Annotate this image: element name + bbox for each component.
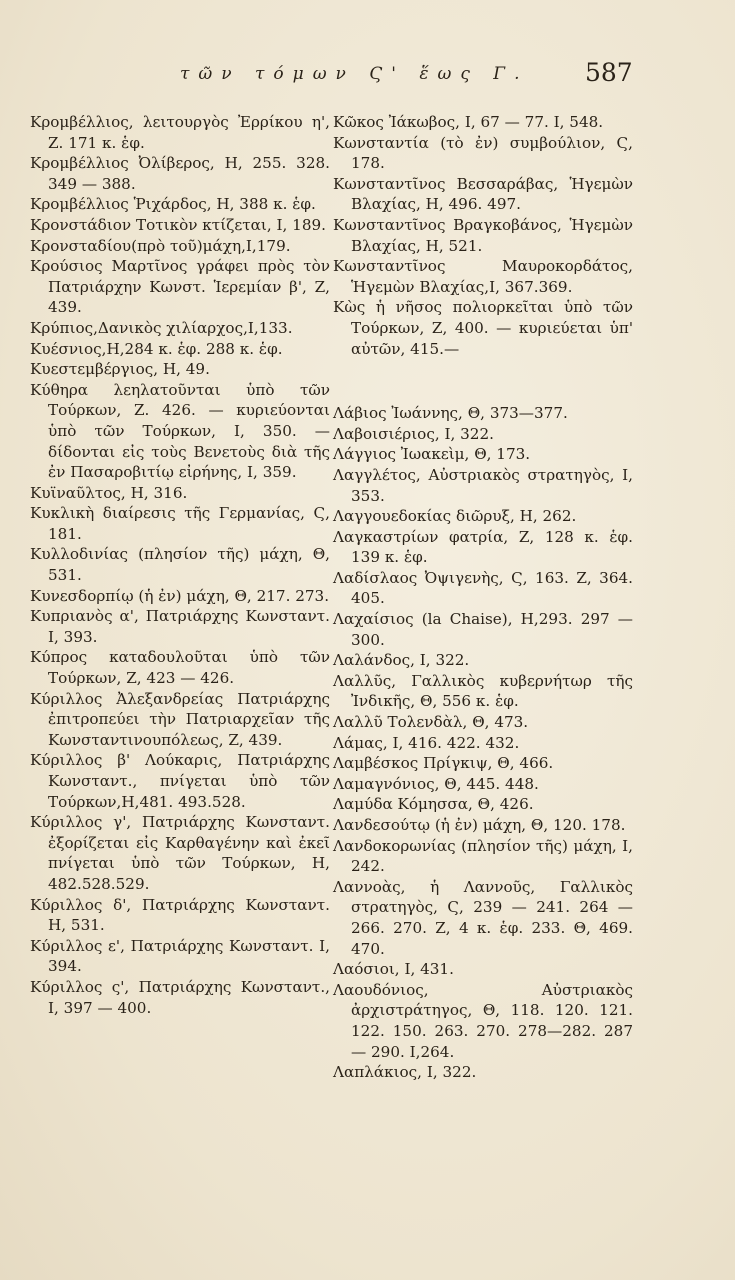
index-entry: Κυέσνιος,Η,284 κ. ἑφ. 288 κ. ἑφ. [30, 339, 283, 358]
index-entry: Κρονσταδίου(πρὸ τοῦ)μάχη,Ι,179. [30, 236, 291, 255]
index-entry: Κῶκος Ἰάκωβος, Ι, 67 — 77. Ι, 548. [333, 113, 604, 131]
index-entry: Κύριλλος γ', Πατριάρχης Κωνσταντ. ἐξορίζεται εἰς Καρθαγένην καὶ ἐκεῖ πνίγεται ὑπὸ τῶν Τούρκων, Η, 482.528.529. [30, 813, 330, 893]
index-entry: Κὼς ἡ νῆσος πολιορκεῖται ὑπὸ τῶν Τούρκων, Ζ, 400. — κυριεύεται ὑπ' αὐτῶν, 415.— [333, 298, 633, 358]
index-entry: Κύριλλος ε', Πατριάρχης Κωνσταντ. Ι, 394. [30, 936, 330, 976]
index-entry: Κύπρος καταδουλοῦται ὑπὸ τῶν Τούρκων, Ζ, 423 — 426. [30, 648, 330, 688]
index-entry: Κύριλλος δ', Πατριάρχης Κωνσταντ. Η, 531. [30, 895, 330, 935]
index-entry: Κυϊναῦλτος, Η, 316. [30, 483, 188, 502]
index-entry: Λαννοὰς, ἡ Λαννοῦς, Γαλλικὸς στρατηγὸς, Ϛ, 239 — 241. 264 — 266. 270. Ζ, 4 κ. ἑφ. 233. Θ, 469. 470. [333, 877, 633, 958]
index-entry: Λαμαγνόνιος, Θ, 445. 448. [333, 774, 539, 793]
index-entry: Κωνσταντῖνος Βεσσαράβας, Ἡγεμὼν Βλαχίας, Η, 496. 497. [333, 174, 633, 214]
index-entry: Λάμας, Ι, 416. 422. 432. [333, 733, 520, 752]
index-entry: Κρύπιος,Δανικὸς χιλίαρχος,Ι,133. [30, 318, 293, 337]
index-entry: Κωνσταντῖνος Μαυροκορδάτος, Ἡγεμὼν Βλαχίας,Ι, 367.369. [333, 257, 633, 296]
index-entry: Κυλλοδινίας (πλησίον τῆς) μάχη, Θ, 531. [30, 545, 330, 585]
index-entry: Λαλάνδος, Ι, 322. [333, 651, 470, 670]
index-entry: Κυνεσδορπίῳ (ἡ ἐν) μάχη, Θ, 217. 273. [30, 586, 330, 605]
index-entry: Κυπριανὸς α', Πατριάρχης Κωνσταντ. Ι, 393. [30, 607, 330, 646]
index-column-right [333, 112, 633, 1083]
index-entry: Λαόσιοι, Ι, 431. [333, 960, 454, 979]
index-entry: Λαλλῦ Τολενδὰλ, Θ, 473. [333, 713, 529, 732]
index-section-lambda [333, 403, 633, 1083]
index-entry: Κρομβέλλιος, λειτουργὸς Ἐρρίκου η', Ζ. 171 κ. ἑφ. [30, 113, 330, 152]
index-entry: Λαγκαστρίων φατρία, Ζ, 128 κ. ἑφ. 139 κ. ἑφ. [333, 527, 633, 567]
index-entry: Λανδεσούτῳ (ἡ ἐν) μάχη, Θ, 120. 178. [333, 816, 626, 834]
page-header [30, 56, 640, 96]
index-entry: Λανδοκορωνίας (πλησίον τῆς) μάχη, Ι, 242. [333, 836, 633, 876]
index-entry: Λαβοισιέριος, Ι, 322. [333, 424, 494, 443]
section-gap [333, 359, 633, 403]
index-entry: Λαδίσλαος Ὀψιγενὴς, Ϛ, 163. Ζ, 364. 405. [333, 568, 633, 608]
index-entry: Κρομβέλλιος Ῥιχάρδος, Η, 388 κ. ἑφ. [30, 195, 316, 214]
index-entry: Κύριλλος ς', Πατριάρχης Κωνσταντ., Ι, 397 — 400. [30, 977, 330, 1017]
index-entry: Λαμύδα Κόμησσα, Θ, 426. [333, 795, 534, 814]
index-entry: Λαπλάκιος, Ι, 322. [333, 1063, 477, 1082]
index-entry: Λαγγλέτος, Αὐστριακὸς στρατηγὸς, Ι, 353. [333, 465, 633, 505]
index-entry: Κύριλλος Ἀλεξανδρείας Πατριάρχης ἐπιτροπεύει τὴν Πατριαρχεῖαν τῆς Κωνσταντινουπόλεως, Ζ, 439. [30, 689, 330, 749]
index-entry: Λαγγουεδοκίας διῶρυξ, Η, 262. [333, 507, 577, 526]
index-entry: Κυεστεμβέργιος, Η, 49. [30, 360, 210, 379]
index-column-left [30, 112, 330, 1018]
index-entry: Λάβιος Ἰωάννης, Θ, 373—377. [333, 404, 568, 423]
index-entry: Λαμβέσκος Πρίγκιψ, Θ, 466. [333, 754, 554, 773]
index-entry: Κρομβέλλιος Ὀλίβερος, Η, 255. 328. 349 — 388. [30, 154, 330, 193]
index-entry: Κυκλικὴ διαίρεσις τῆς Γερμανίας, Ϛ, 181. [30, 504, 330, 543]
index-entry: Λαουδόνιος, Αὐστριακὸς ἀρχιστράτηγος, Θ, 118. 120. 121. 122. 150. 263. 270. 278—282. 287 — 290. Ι,264. [333, 980, 633, 1061]
index-entry: Κωνσταντία (τὸ ἐν) συμβούλιον, Ϛ, 178. [333, 133, 633, 173]
index-entry: Κρούσιος Μαρτῖνος γράφει πρὸς τὸν Πατριάρχην Κωνστ. Ἱερεμίαν β', Ζ, 439. [30, 257, 330, 317]
running-title: τῶν τόμων Ϛ' ἕως Γ. [180, 64, 529, 84]
page-number: 587 [585, 58, 633, 87]
index-entry: Κωνσταντῖνος Βραγκοβάνος, Ἡγεμὼν Βλαχίας, Η, 521. [333, 215, 633, 255]
index-entry: Κρονστάδιον Τοτικὸν κτίζεται, Ι, 189. [30, 215, 326, 234]
index-entry: Λάγγιος Ἰωακεὶμ, Θ, 173. [333, 445, 531, 464]
index-entry: Λαλλῦς, Γαλλικὸς κυβερνήτωρ τῆς Ἰνδικῆς, Θ, 556 κ. ἑφ. [333, 671, 633, 711]
index-entry: Λαχαίσιος (la Chaise), Η,293. 297 — 300. [333, 610, 633, 649]
index-section-kappa [333, 112, 633, 359]
index-entry: Κύριλλος β' Λούκαρις, Πατριάρχης Κωνσταντ., πνίγεται ὑπὸ τῶν Τούρκων,Η,481. 493.528. [30, 751, 330, 811]
index-entry: Κύθηρα λεηλατοῦνται ὑπὸ τῶν Τούρκων, Ζ. 426. — κυριεύονται ὑπὸ τῶν Τούρκων, Ι, 350. — δίδονται εἰς τοὺς Βενετοὺς διὰ τῆς ἐν Πασαροβιτίῳ εἰρήνης, Ι, 359. [30, 380, 330, 482]
